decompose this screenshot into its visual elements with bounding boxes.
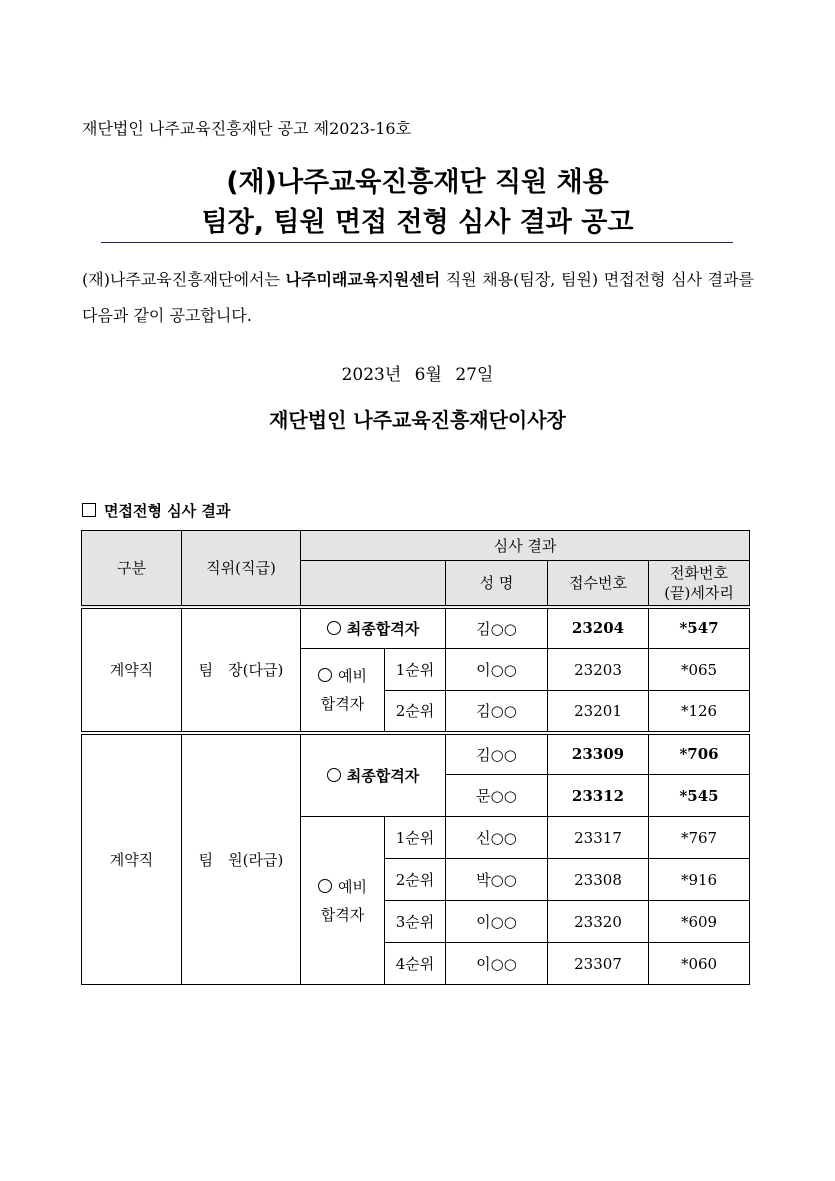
rank-cell: 2순위 <box>385 691 446 733</box>
header-phone <box>649 561 750 607</box>
table-row <box>82 607 750 649</box>
circle-icon <box>318 668 332 682</box>
page-title-line-2: 팀장, 팀원 면접 전형 심사 결과 공고 <box>201 207 634 238</box>
reception-no-cell: 23309 <box>548 733 649 775</box>
header-blank <box>301 561 446 607</box>
header-name: 성 명 <box>446 561 548 607</box>
reception-no-cell: 23312 <box>548 775 649 817</box>
name-cell: 김○○ <box>446 733 548 775</box>
table-header-row <box>82 531 750 561</box>
name-cell: 이○○ <box>446 649 548 691</box>
final-label-cell: 최종합격자 <box>301 607 446 649</box>
phone-cell: *767 <box>649 817 750 859</box>
phone-cell: *126 <box>649 691 750 733</box>
category-cell: 계약직 <box>82 607 182 733</box>
phone-cell: *545 <box>649 775 750 817</box>
header-position: 직위(직급) <box>182 531 301 607</box>
intro-highlight: 나주미래교육지원센터 <box>285 270 441 289</box>
table-row <box>82 733 750 775</box>
header-category: 구분 <box>82 531 182 607</box>
intro-text-1: (재)나주교육진흥재단에서는 <box>82 270 286 289</box>
reserve-label-cell: 예비 합격자 <box>301 649 385 733</box>
circle-icon <box>318 879 332 893</box>
intro-text-2: 직원 채용(팀장, 팀원) 면접전형 심사 결과를 다음과 같이 공고합니다. <box>82 270 755 325</box>
issuer: 재단법인 나주교육진흥재단이사장 <box>269 408 566 432</box>
header-review-result: 심사 결과 <box>301 531 750 561</box>
name-cell: 이○○ <box>446 901 548 943</box>
circle-icon <box>327 768 341 782</box>
page-title-line-1: (재)나주교육진흥재단 직원 채용 <box>226 167 609 198</box>
reception-no-cell: 23308 <box>548 859 649 901</box>
phone-cell: *916 <box>649 859 750 901</box>
name-cell: 김○○ <box>446 607 548 649</box>
checkbox-square-icon <box>82 503 96 517</box>
name-cell: 문○○ <box>446 775 548 817</box>
reception-no-cell: 23317 <box>548 817 649 859</box>
rank-cell: 1순위 <box>385 817 446 859</box>
reception-no-cell: 23203 <box>548 649 649 691</box>
name-cell: 김○○ <box>446 691 548 733</box>
phone-cell: *609 <box>649 901 750 943</box>
rank-cell: 1순위 <box>385 649 446 691</box>
rank-cell: 4순위 <box>385 943 446 985</box>
name-cell: 이○○ <box>446 943 548 985</box>
header-phone-line1: 전화번호 <box>670 563 729 582</box>
section-heading <box>82 500 230 521</box>
notice-number: 재단법인 나주교육진흥재단 공고 제2023-16호 <box>82 119 412 138</box>
name-cell: 신○○ <box>446 817 548 859</box>
reserve-label-cell: 예비 합격자 <box>301 817 385 985</box>
phone-cell: *065 <box>649 649 750 691</box>
header-reception-no: 접수번호 <box>548 561 649 607</box>
circle-icon <box>327 621 341 635</box>
results-table <box>81 530 750 985</box>
reception-no-cell: 23204 <box>548 607 649 649</box>
phone-cell: *060 <box>649 943 750 985</box>
notice-date: 2023년 6월 27일 <box>341 365 494 385</box>
position-cell: 팀 원(라급) <box>182 733 301 985</box>
section-title: 면접전형 심사 결과 <box>104 502 231 520</box>
position-cell: 팀 장(다급) <box>182 607 301 733</box>
title-divider <box>101 242 733 243</box>
rank-cell: 2순위 <box>385 859 446 901</box>
final-label-cell: 최종합격자 <box>301 733 446 817</box>
phone-cell: *547 <box>649 607 750 649</box>
category-cell: 계약직 <box>82 733 182 985</box>
intro-paragraph <box>82 262 754 334</box>
reception-no-cell: 23307 <box>548 943 649 985</box>
phone-cell: *706 <box>649 733 750 775</box>
rank-cell: 3순위 <box>385 901 446 943</box>
reception-no-cell: 23320 <box>548 901 649 943</box>
reception-no-cell: 23201 <box>548 691 649 733</box>
header-phone-line2: (끝)세자리 <box>664 583 734 602</box>
name-cell: 박○○ <box>446 859 548 901</box>
